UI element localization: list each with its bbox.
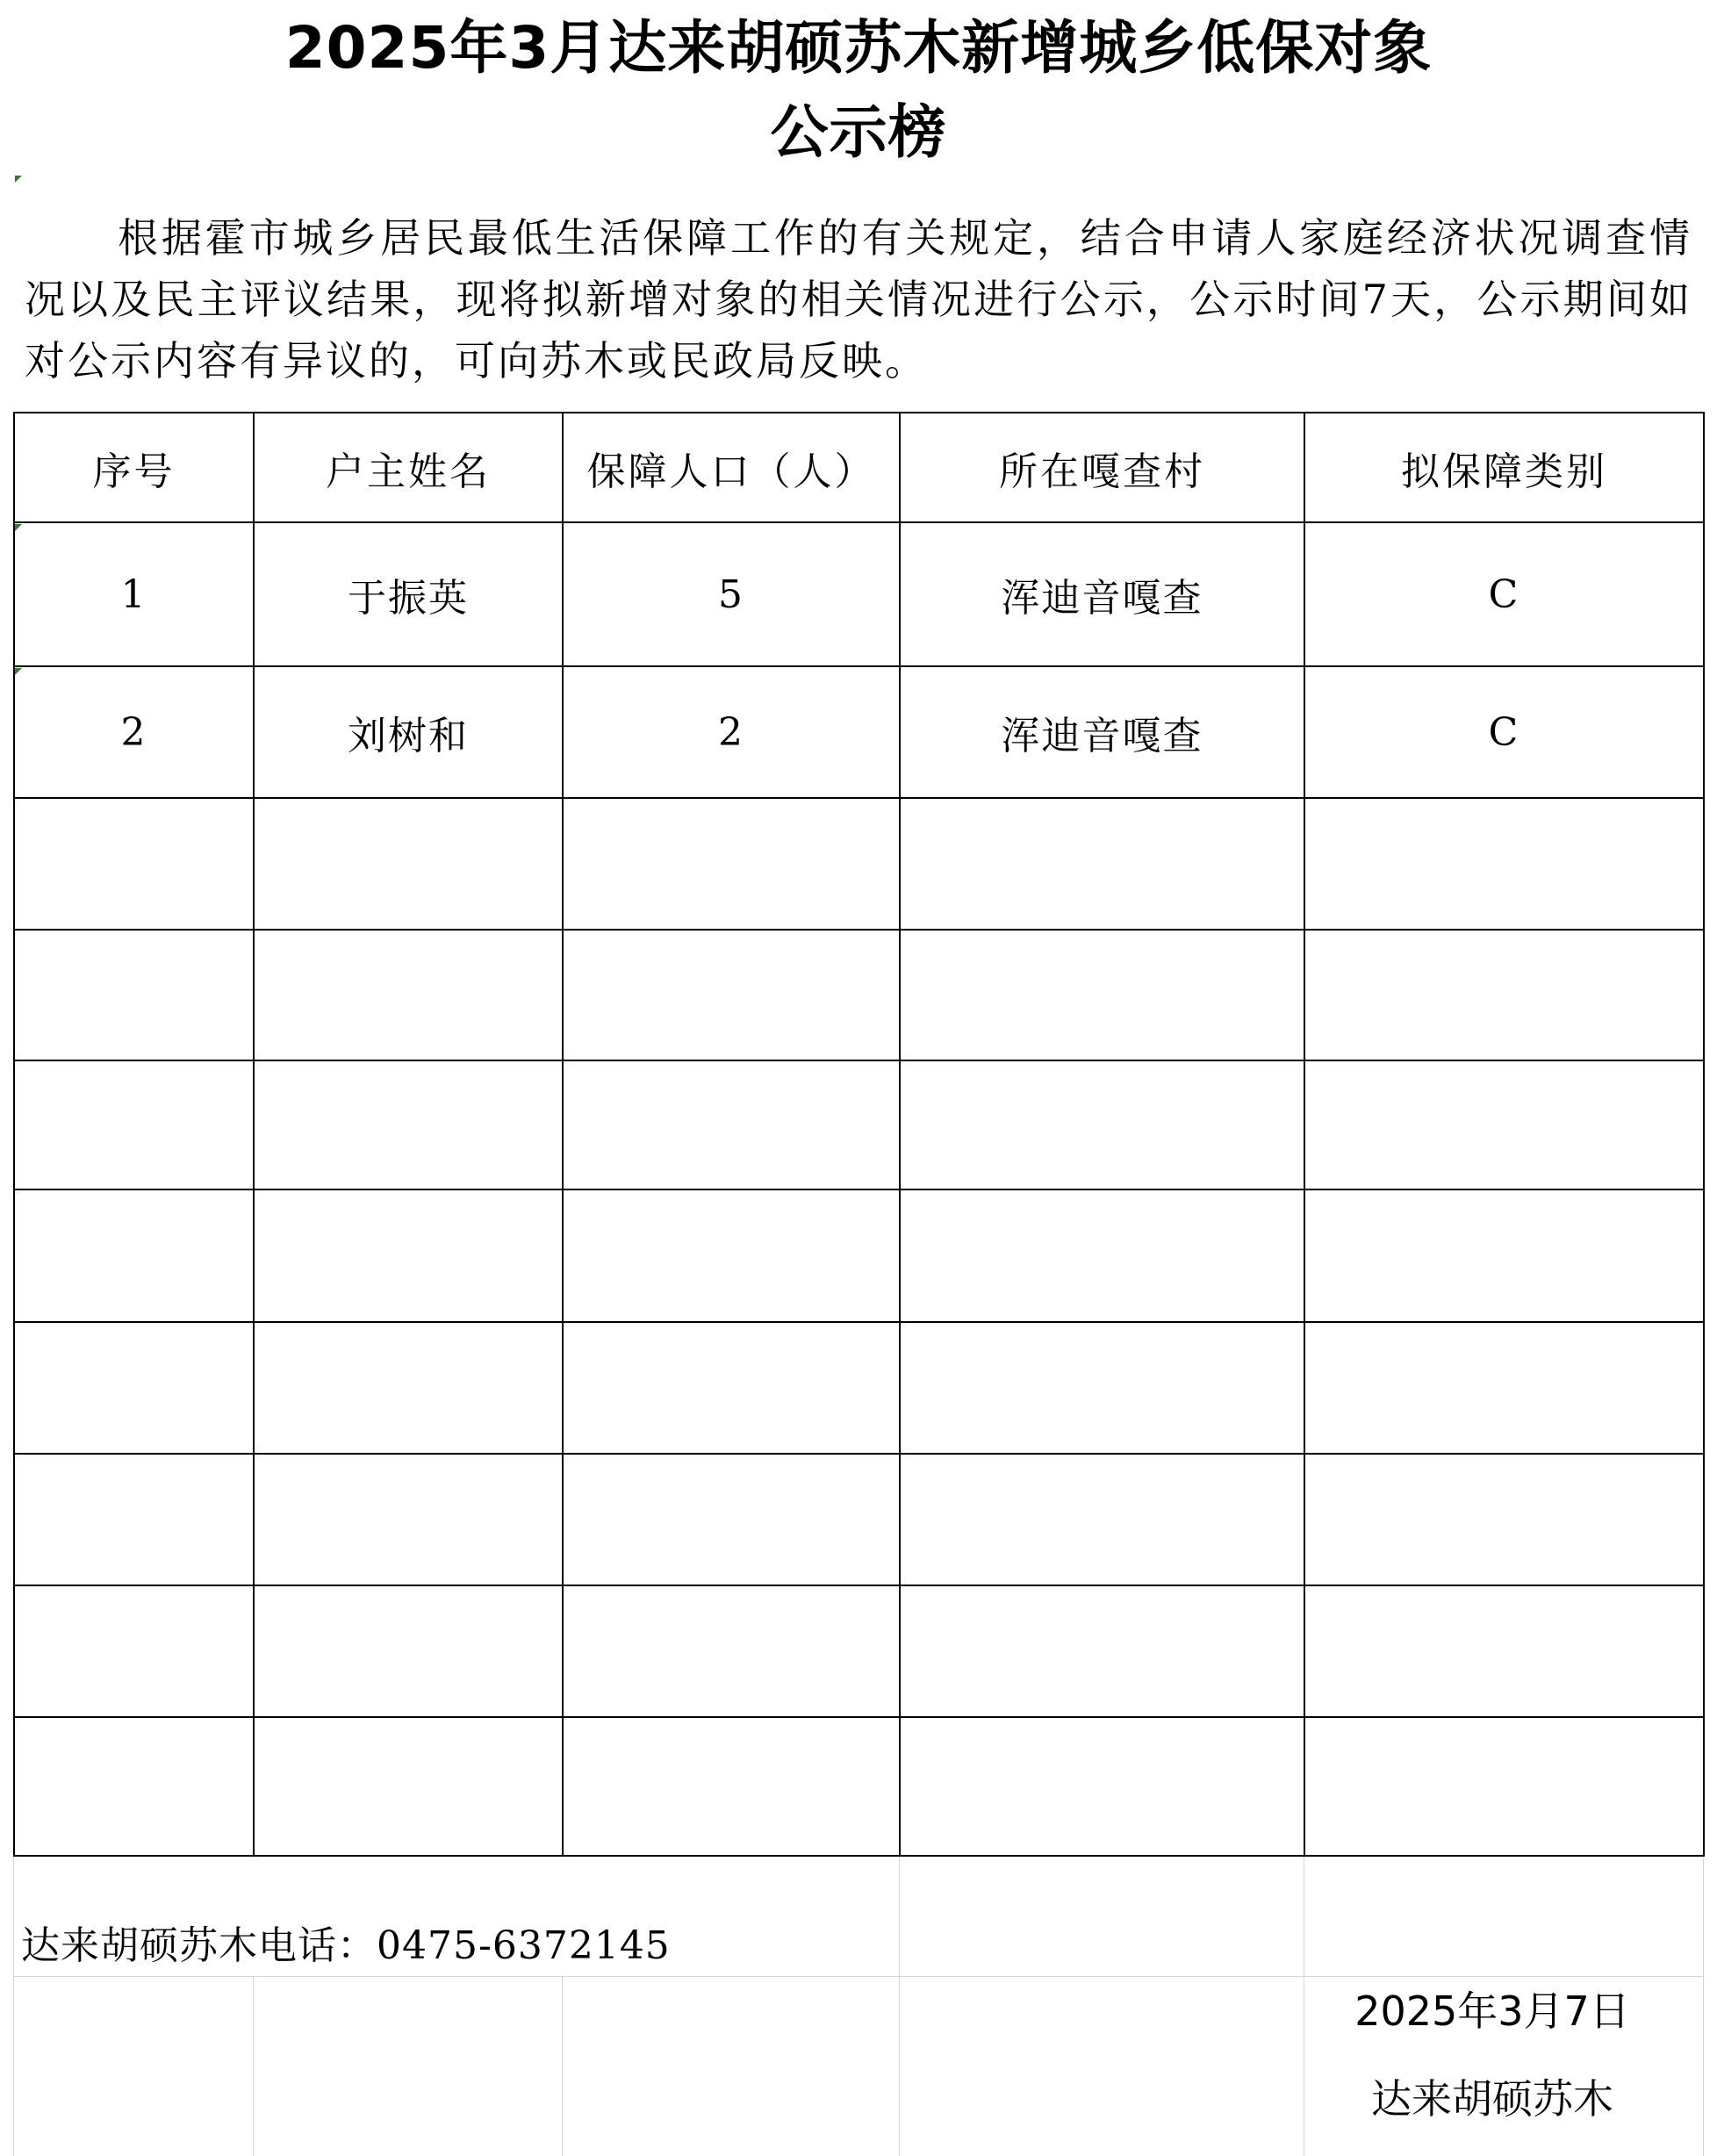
row-covered-population: 5 bbox=[718, 571, 744, 617]
cell-marker bbox=[15, 176, 22, 183]
table-hline bbox=[13, 797, 1704, 799]
intro-paragraph: 根据霍市城乡居民最低生活保障工作的有关规定，结合申请人家庭经济状况调查情况以及民主评议结果，现将拟新增对象的相关情况进行公示，公示时间7天，公示期间如对公示内容有异议的，可向苏木或民政局反映。 bbox=[25, 214, 1692, 384]
notice-title-line2: 公示榜 bbox=[770, 98, 947, 166]
table-hline bbox=[13, 1321, 1704, 1323]
table-hline bbox=[13, 1585, 1704, 1586]
header-covered-population: 保障人口（人） bbox=[586, 449, 876, 494]
table-vline bbox=[1703, 412, 1705, 1857]
header-category: 拟保障类别 bbox=[1401, 449, 1607, 494]
table-hline bbox=[13, 1060, 1704, 1061]
notice-date: 2025年3月7日 bbox=[1354, 1987, 1630, 2035]
sheet-gridline bbox=[562, 1976, 563, 2156]
table-hline bbox=[13, 1189, 1704, 1190]
table-hline bbox=[13, 1453, 1704, 1455]
sheet-gridline bbox=[899, 1976, 900, 2156]
row-category: C bbox=[1488, 709, 1520, 755]
sheet-gridline bbox=[1703, 1857, 1704, 2156]
sheet-gridline bbox=[899, 1857, 900, 1976]
notice-title-line1: 2025年3月达来胡硕苏木新增城乡低保对象 bbox=[284, 14, 1433, 82]
sheet-gridline bbox=[13, 1857, 14, 2156]
table-hline bbox=[13, 929, 1704, 931]
table-hline bbox=[13, 1855, 1704, 1857]
row-category: C bbox=[1488, 571, 1520, 617]
sheet-gridline bbox=[253, 1976, 254, 2156]
contact-phone: 达来胡硕苏木电话：0475-6372145 bbox=[21, 1923, 671, 1968]
row-seq: 2 bbox=[120, 709, 147, 755]
row-covered-population: 2 bbox=[718, 709, 744, 755]
issuing-organization: 达来胡硕苏木 bbox=[1371, 2075, 1613, 2123]
row-village: 浑迪音嘎查 bbox=[1001, 714, 1203, 758]
header-village: 所在嘎查村 bbox=[999, 449, 1205, 494]
header-householder-name: 户主姓名 bbox=[326, 449, 491, 494]
table-hline bbox=[13, 1716, 1704, 1718]
row-seq: 1 bbox=[120, 571, 147, 617]
row-village: 浑迪音嘎查 bbox=[1001, 576, 1203, 621]
row-householder-name: 刘树和 bbox=[348, 714, 469, 758]
sheet-gridline bbox=[13, 1976, 1704, 1977]
header-seq: 序号 bbox=[92, 449, 176, 494]
row-householder-name: 于振英 bbox=[348, 576, 469, 621]
